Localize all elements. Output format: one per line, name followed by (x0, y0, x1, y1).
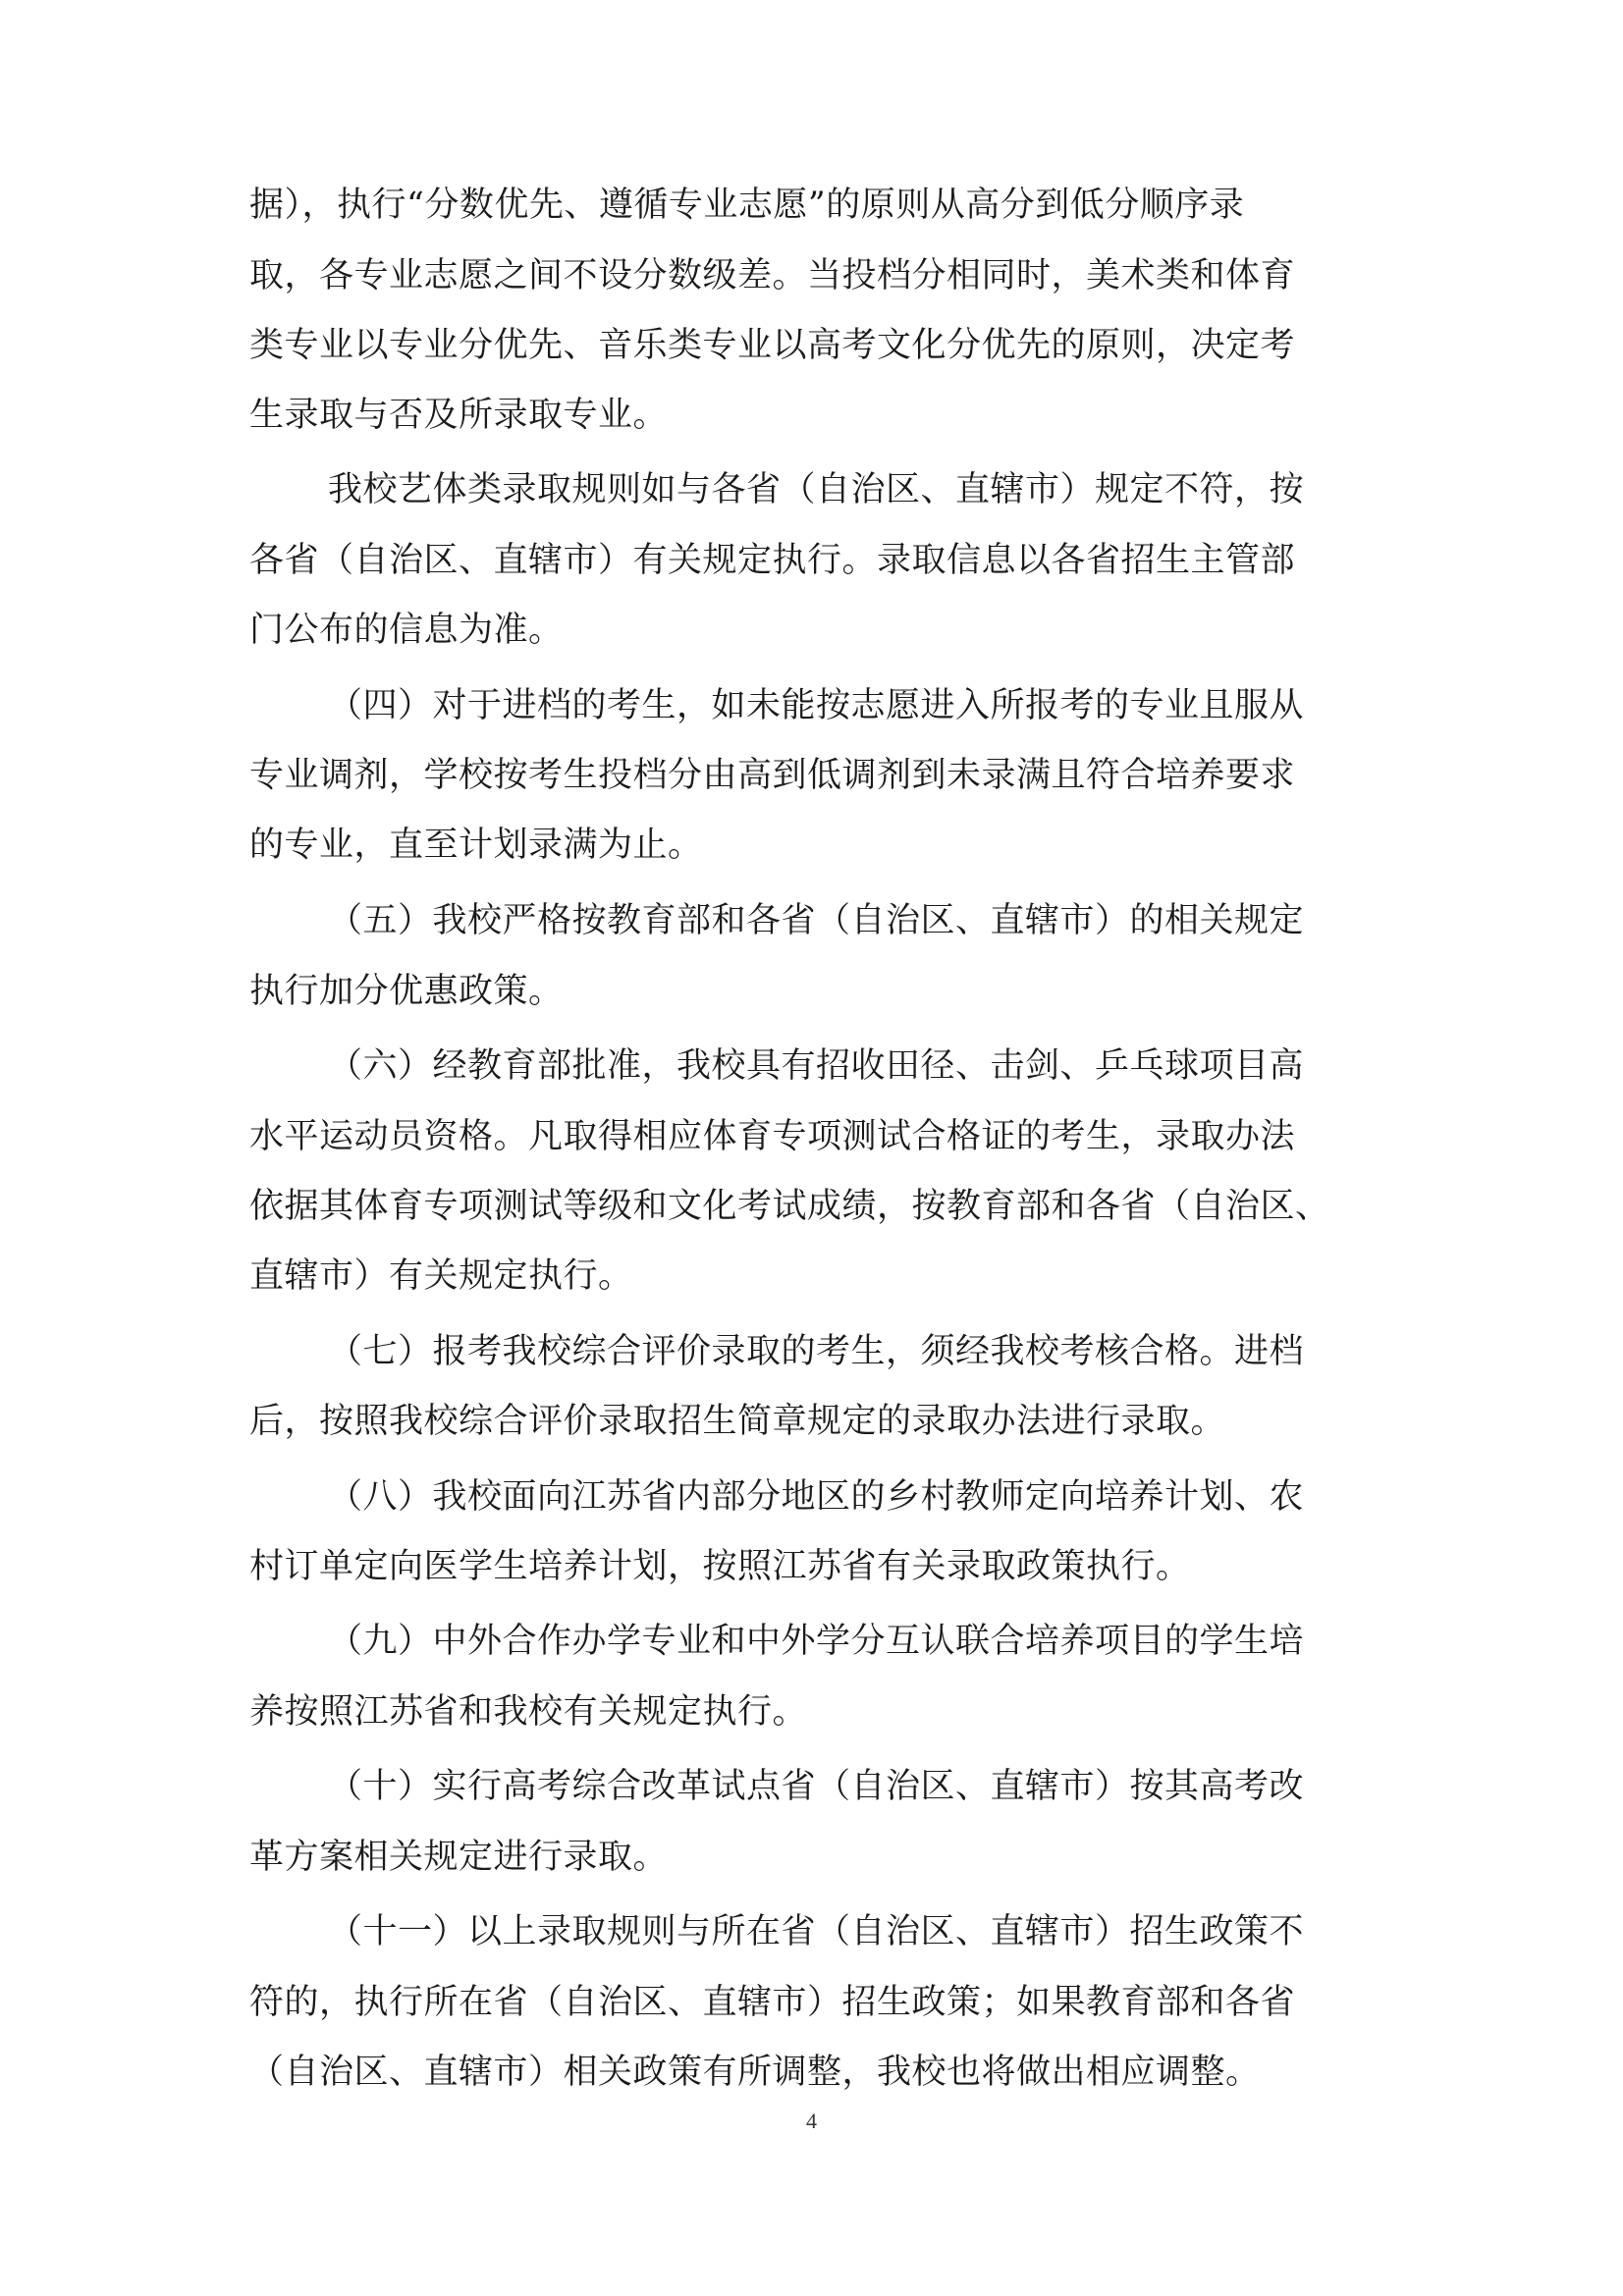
text-line: （十）实行高考综合改革试点省（自治区、直辖市）按其高考改 (328, 1767, 1305, 1806)
text-line: 生录取与否及所录取专业。 (249, 396, 669, 435)
text-line: （五）我校严格按教育部和各省（自治区、直辖市）的相关规定 (328, 901, 1305, 940)
text-line: （七）报考我校综合评价录取的考生，须经我校考核合格。进档 (328, 1332, 1305, 1371)
text-line: 水平运动员资格。凡取得相应体育专项测试合格证的考生，录取办法 (249, 1117, 1296, 1156)
text-line: （六）经教育部批准，我校具有招收田径、击剑、乒乓球项目高 (328, 1046, 1305, 1086)
text-line: （八）我校面向江苏省内部分地区的乡村教师定向培养计划、农 (328, 1477, 1305, 1517)
text-line: 后，按照我校综合评价录取招生简章规定的录取办法进行录取。 (249, 1402, 1226, 1441)
text-line: （自治区、直辖市）相关政策有所调整，我校也将做出相应调整。 (249, 2053, 1261, 2092)
text-line: （九）中外合作办学专业和中外学分互认联合培养项目的学生培 (328, 1622, 1305, 1661)
text-line: 直辖市）有关规定执行。 (249, 1256, 633, 1296)
text-line: 据），执行“分数优先、遵循专业志愿”的原则从高分到低分顺序录 (249, 186, 1245, 225)
text-line: 村订单定向医学生培养计划，按照江苏省有关录取政策执行。 (249, 1547, 1191, 1586)
text-line: 各省（自治区、直辖市）有关规定执行。录取信息以各省招生主管部 (249, 541, 1296, 580)
text-line: 执行加分优惠政策。 (249, 972, 564, 1011)
text-line: 符的，执行所在省（自治区、直辖市）招生政策；如果教育部和各省 (249, 1983, 1296, 2022)
text-line: 革方案相关规定进行录取。 (249, 1838, 669, 1877)
text-line: 专业调剂，学校按考生投档分由高到低调剂到未录满且符合培养要求 (249, 756, 1296, 795)
page-number: 4 (806, 2109, 817, 2133)
text-line: （十一）以上录取规则与所在省（自治区、直辖市）招生政策不 (328, 1912, 1305, 1951)
text-line: 类专业以专业分优先、音乐类专业以高考文化分优先的原则，决定考 (249, 326, 1296, 365)
text-line: （四）对于进档的考生，如未能按志愿进入所报考的专业且服从 (328, 686, 1305, 725)
text-line: 我校艺体类录取规则如与各省（自治区、直辖市）规定不符，按 (328, 470, 1305, 509)
text-line: 门公布的信息为准。 (249, 611, 564, 650)
text-line: 取，各专业志愿之间不设分数级差。当投档分相同时，美术类和体育 (249, 256, 1296, 295)
text-line: 养按照江苏省和我校有关规定执行。 (249, 1692, 808, 1732)
text-line: 依据其体育专项测试等级和文化考试成绩，按教育部和各省（自治区、 (249, 1187, 1330, 1226)
text-line: 的专业，直至计划录满为止。 (249, 826, 703, 865)
